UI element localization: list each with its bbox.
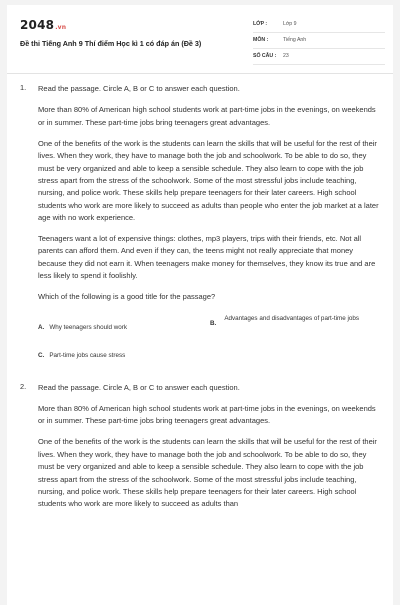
header-divider — [7, 73, 393, 74]
passage-paragraph: Teenagers want a lot of expensive things: clothes, mp3 players, trips with their friends, etc. Not all parents can afford them. And even if they can, the teens might not really appreciate that money because they did not earn it. When teenagers make money for themselves, they know its true and are less likely to spend it foolishly. — [38, 234, 376, 281]
meta-key: SỐ CÂU : — [253, 53, 277, 59]
document-page — [7, 5, 393, 605]
document-header — [7, 5, 393, 69]
option-letter: B. — [210, 319, 217, 327]
answer-option-b[interactable] — [210, 314, 364, 329]
meta-value: Tiếng Anh — [283, 37, 307, 43]
answer-options — [38, 314, 380, 372]
exam-meta — [253, 17, 385, 65]
logo-text: 2048 — [20, 18, 55, 32]
option-text: Why teenagers should work — [49, 323, 128, 331]
answer-option-c[interactable] — [38, 351, 125, 361]
question-number: 2. — [20, 381, 27, 391]
passage-paragraph: One of the benefits of the work is the students can learn the skills that will be useful for the rest of their lives. When they work, they have to manage both the job and schoolwork. To be able to do so, they must be very organized and able to keep a sensible schedule. They also learn to cope with the job stress apart from the stress of the schoolwork. Some of the most stressful jobs include teaching, nursing, and police work. These skills help prepare teenagers for their later careers. High school students who work are more likely to succeed as adults than — [38, 437, 377, 509]
question-number: 1. — [20, 83, 27, 92]
site-logo[interactable] — [20, 18, 66, 32]
option-text: Advantages and disadvantages of part-time jobs — [224, 314, 360, 322]
meta-row-subject — [253, 33, 385, 49]
meta-key: MÔN : — [253, 37, 269, 43]
meta-row-class — [253, 17, 385, 33]
option-letter: A. — [38, 323, 45, 331]
option-letter: C. — [38, 351, 45, 359]
question-list — [20, 83, 380, 521]
question-2 — [20, 382, 380, 511]
document-title: Đề thi Tiếng Anh 9 Thí điểm Học kì 1 có đáp án (Đề 3) — [20, 39, 202, 48]
passage-paragraph: One of the benefits of the work is the students can learn the skills that will be useful for the rest of their lives. When they work, they have to manage both the job and schoolwork. To be able to do so, they must be very organized and able to keep a sensible schedule. They also learn to cope with the job stress apart from the stress of the schoolwork. Some of the most stressful jobs include teaching, nursing, and police work. These skills help prepare teenagers for their later careers. High school students who work are more likely to succeed as adults than people who enter the job market at a later age with no work experience. — [38, 138, 379, 223]
meta-value: Lớp 9 — [283, 21, 297, 27]
question-prompt: Which of the following is a good title for the passage? — [38, 292, 216, 302]
passage-paragraph: More than 80% of American high school students work at part-time jobs in the evenings, on weekends or in summer. These part-time jobs bring teenagers great advantages. — [38, 404, 376, 426]
passage-paragraph: More than 80% of American high school students work at part-time jobs in the evenings, on weekends or in summer. These part-time jobs bring teenagers great advantages. — [38, 105, 376, 127]
question-1 — [20, 83, 380, 372]
option-text: Part-time jobs cause stress — [49, 351, 126, 359]
meta-row-question-count — [253, 49, 385, 65]
answer-option-a[interactable] — [38, 323, 127, 333]
logo-suffix: .vn — [55, 24, 67, 31]
question-body — [38, 382, 380, 511]
question-body — [38, 83, 380, 372]
meta-key: LỚP : — [253, 21, 268, 27]
question-instruction: Read the passage. Circle A, B or C to answer each question. — [38, 84, 240, 93]
meta-value: 23 — [283, 53, 289, 59]
question-instruction: Read the passage. Circle A, B or C to answer each question. — [38, 382, 240, 392]
